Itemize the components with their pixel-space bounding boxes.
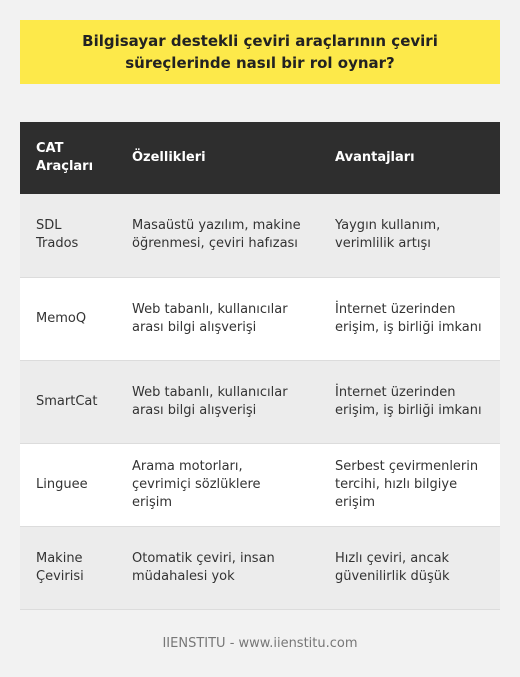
advantages-cell: Hızlı çeviri, ancak güvenilirlik düşük [319,526,500,609]
table-row [20,360,500,443]
features-cell: Otomatik çeviri, insan müdahalesi yok [116,526,319,609]
table-row [20,277,500,360]
features-cell: Web tabanlı, kullanıcılar arası bilgi alışverişi [116,360,319,443]
header-cat-tools: CAT Araçları [20,122,116,194]
cat-tools-table [20,122,500,610]
table-row [20,443,500,526]
header-features: Özellikleri [116,122,319,194]
features-cell: Web tabanlı, kullanıcılar arası bilgi alışverişi [116,277,319,360]
tool-name-cell: SDL Trados [20,194,116,277]
footer-credit: IIENSTITU - www.iienstitu.com [162,636,358,651]
table-header-row [20,122,500,194]
features-cell: Arama motorları, çevrimiçi sözlüklere erişim [116,443,319,526]
advantages-cell: İnternet üzerinden erişim, iş birliği imkanı [319,277,500,360]
table-row [20,194,500,277]
advantages-cell: Yaygın kullanım, verimlilik artışı [319,194,500,277]
tool-name-cell: Makine Çevirisi [20,526,116,609]
advantages-cell: Serbest çevirmenlerin tercihi, hızlı bilgiye erişim [319,443,500,526]
page-title: Bilgisayar destekli çeviri araçlarının çeviri süreçlerinde nasıl bir rol oynar? [20,20,500,84]
advantages-cell: İnternet üzerinden erişim, iş birliği imkanı [319,360,500,443]
header-advantages: Avantajları [319,122,500,194]
table-row [20,526,500,609]
features-cell: Masaüstü yazılım, makine öğrenmesi, çeviri hafızası [116,194,319,277]
tool-name-cell: MemoQ [20,277,116,360]
tool-name-cell: SmartCat [20,360,116,443]
tool-name-cell: Linguee [20,443,116,526]
